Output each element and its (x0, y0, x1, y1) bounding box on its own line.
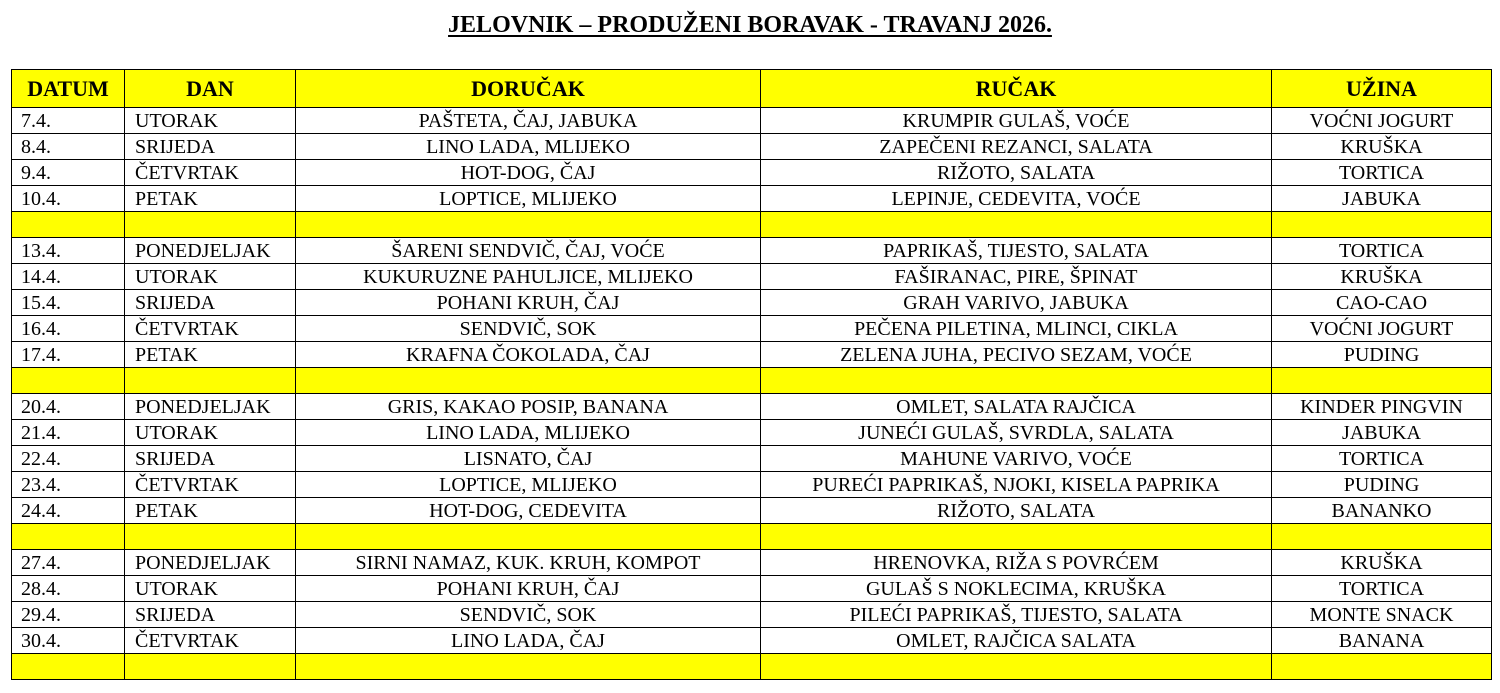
table-row (12, 550, 1492, 576)
cell-date: 13.4. (12, 238, 125, 264)
cell-snack: PUDING (1272, 472, 1492, 498)
separator-cell (125, 212, 296, 238)
cell-snack: PUDING (1272, 342, 1492, 368)
table-row (12, 576, 1492, 602)
cell-lunch: GRAH VARIVO, JABUKA (761, 290, 1272, 316)
cell-date: 27.4. (12, 550, 125, 576)
cell-snack: BANANA (1272, 628, 1492, 654)
cell-day: UTORAK (125, 108, 296, 134)
cell-day: SRIJEDA (125, 290, 296, 316)
cell-breakfast: SENDVIČ, SOK (296, 316, 761, 342)
separator-cell (125, 368, 296, 394)
menu-table (11, 69, 1492, 680)
cell-snack: TORTICA (1272, 446, 1492, 472)
cell-date: 10.4. (12, 186, 125, 212)
separator-cell (296, 212, 761, 238)
cell-snack: JABUKA (1272, 420, 1492, 446)
header-row (12, 70, 1492, 108)
cell-date: 30.4. (12, 628, 125, 654)
cell-breakfast: LOPTICE, MLIJEKO (296, 472, 761, 498)
menu-body (12, 108, 1492, 680)
table-row (12, 238, 1492, 264)
table-row (12, 134, 1492, 160)
column-header-day: DAN (125, 70, 296, 108)
cell-lunch: FAŠIRANAC, PIRE, ŠPINAT (761, 264, 1272, 290)
cell-breakfast: POHANI KRUH, ČAJ (296, 576, 761, 602)
cell-snack: BANANKO (1272, 498, 1492, 524)
cell-breakfast: PAŠTETA, ČAJ, JABUKA (296, 108, 761, 134)
separator-cell (125, 524, 296, 550)
cell-day: PONEDJELJAK (125, 394, 296, 420)
cell-day: ČETVRTAK (125, 316, 296, 342)
table-row (12, 290, 1492, 316)
cell-breakfast: POHANI KRUH, ČAJ (296, 290, 761, 316)
cell-date: 8.4. (12, 134, 125, 160)
cell-breakfast: LOPTICE, MLIJEKO (296, 186, 761, 212)
cell-day: UTORAK (125, 264, 296, 290)
cell-breakfast: LINO LADA, MLIJEKO (296, 134, 761, 160)
cell-breakfast: KRAFNA ČOKOLADA, ČAJ (296, 342, 761, 368)
cell-lunch: RIŽOTO, SALATA (761, 160, 1272, 186)
cell-date: 7.4. (12, 108, 125, 134)
cell-date: 9.4. (12, 160, 125, 186)
cell-breakfast: LINO LADA, ČAJ (296, 628, 761, 654)
separator-cell (1272, 212, 1492, 238)
separator-cell (1272, 524, 1492, 550)
separator-cell (296, 654, 761, 680)
cell-breakfast: ŠARENI SENDVIČ, ČAJ, VOĆE (296, 238, 761, 264)
cell-date: 29.4. (12, 602, 125, 628)
cell-snack: KRUŠKA (1272, 264, 1492, 290)
table-row (12, 160, 1492, 186)
cell-snack: VOĆNI JOGURT (1272, 316, 1492, 342)
column-header-breakfast: DORUČAK (296, 70, 761, 108)
cell-snack: KRUŠKA (1272, 550, 1492, 576)
cell-date: 28.4. (12, 576, 125, 602)
column-header-date: DATUM (12, 70, 125, 108)
cell-day: UTORAK (125, 420, 296, 446)
separator-cell (761, 212, 1272, 238)
cell-day: PONEDJELJAK (125, 238, 296, 264)
cell-day: PETAK (125, 186, 296, 212)
cell-lunch: HRENOVKA, RIŽA S POVRĆEM (761, 550, 1272, 576)
column-header-snack: UŽINA (1272, 70, 1492, 108)
column-header-lunch: RUČAK (761, 70, 1272, 108)
cell-breakfast: KUKURUZNE PAHULJICE, MLIJEKO (296, 264, 761, 290)
cell-breakfast: LINO LADA, MLIJEKO (296, 420, 761, 446)
cell-day: UTORAK (125, 576, 296, 602)
page-title: JELOVNIK – PRODUŽENI BORAVAK - TRAVANJ 2026. (448, 12, 1052, 38)
cell-day: ČETVRTAK (125, 160, 296, 186)
cell-date: 14.4. (12, 264, 125, 290)
separator-cell (296, 524, 761, 550)
cell-date: 21.4. (12, 420, 125, 446)
cell-lunch: RIŽOTO, SALATA (761, 498, 1272, 524)
cell-snack: TORTICA (1272, 576, 1492, 602)
table-row (12, 628, 1492, 654)
cell-breakfast: HOT-DOG, CEDEVITA (296, 498, 761, 524)
table-row (12, 394, 1492, 420)
week-separator-row (12, 212, 1492, 238)
cell-date: 15.4. (12, 290, 125, 316)
cell-day: ČETVRTAK (125, 628, 296, 654)
cell-snack: TORTICA (1272, 238, 1492, 264)
cell-lunch: OMLET, SALATA RAJČICA (761, 394, 1272, 420)
cell-day: PETAK (125, 342, 296, 368)
cell-lunch: KRUMPIR GULAŠ, VOĆE (761, 108, 1272, 134)
cell-day: SRIJEDA (125, 446, 296, 472)
cell-day: SRIJEDA (125, 602, 296, 628)
table-row (12, 602, 1492, 628)
cell-lunch: LEPINJE, CEDEVITA, VOĆE (761, 186, 1272, 212)
cell-day: ČETVRTAK (125, 472, 296, 498)
separator-cell (1272, 368, 1492, 394)
cell-date: 23.4. (12, 472, 125, 498)
table-row (12, 420, 1492, 446)
table-row (12, 316, 1492, 342)
separator-cell (761, 654, 1272, 680)
table-row (12, 186, 1492, 212)
cell-day: PETAK (125, 498, 296, 524)
cell-day: SRIJEDA (125, 134, 296, 160)
separator-cell (12, 524, 125, 550)
separator-cell (761, 524, 1272, 550)
cell-date: 16.4. (12, 316, 125, 342)
cell-lunch: GULAŠ S NOKLECIMA, KRUŠKA (761, 576, 1272, 602)
cell-breakfast: LISNATO, ČAJ (296, 446, 761, 472)
cell-lunch: PUREĆI PAPRIKAŠ, NJOKI, KISELA PAPRIKA (761, 472, 1272, 498)
separator-cell (1272, 654, 1492, 680)
separator-cell (12, 212, 125, 238)
cell-date: 22.4. (12, 446, 125, 472)
cell-lunch: PILEĆI PAPRIKAŠ, TIJESTO, SALATA (761, 602, 1272, 628)
cell-date: 24.4. (12, 498, 125, 524)
cell-day: PONEDJELJAK (125, 550, 296, 576)
cell-breakfast: HOT-DOG, ČAJ (296, 160, 761, 186)
table-row (12, 446, 1492, 472)
table-row (12, 108, 1492, 134)
cell-date: 17.4. (12, 342, 125, 368)
table-row (12, 498, 1492, 524)
week-separator-row (12, 524, 1492, 550)
table-row (12, 472, 1492, 498)
week-separator-row (12, 654, 1492, 680)
cell-lunch: PEČENA PILETINA, MLINCI, CIKLA (761, 316, 1272, 342)
cell-date: 20.4. (12, 394, 125, 420)
cell-lunch: MAHUNE VARIVO, VOĆE (761, 446, 1272, 472)
week-separator-row (12, 368, 1492, 394)
separator-cell (761, 368, 1272, 394)
cell-breakfast: SIRNI NAMAZ, KUK. KRUH, KOMPOT (296, 550, 761, 576)
cell-lunch: OMLET, RAJČICA SALATA (761, 628, 1272, 654)
cell-snack: TORTICA (1272, 160, 1492, 186)
cell-snack: MONTE SNACK (1272, 602, 1492, 628)
cell-breakfast: GRIS, KAKAO POSIP, BANANA (296, 394, 761, 420)
cell-snack: JABUKA (1272, 186, 1492, 212)
cell-breakfast: SENDVIČ, SOK (296, 602, 761, 628)
table-row (12, 342, 1492, 368)
separator-cell (125, 654, 296, 680)
cell-lunch: ZELENA JUHA, PECIVO SEZAM, VOĆE (761, 342, 1272, 368)
cell-lunch: PAPRIKAŠ, TIJESTO, SALATA (761, 238, 1272, 264)
cell-snack: VOĆNI JOGURT (1272, 108, 1492, 134)
cell-lunch: JUNEĆI GULAŠ, SVRDLA, SALATA (761, 420, 1272, 446)
cell-snack: CAO-CAO (1272, 290, 1492, 316)
separator-cell (296, 368, 761, 394)
cell-lunch: ZAPEČENI REZANCI, SALATA (761, 134, 1272, 160)
separator-cell (12, 654, 125, 680)
cell-snack: KRUŠKA (1272, 134, 1492, 160)
separator-cell (12, 368, 125, 394)
cell-snack: KINDER PINGVIN (1272, 394, 1492, 420)
table-row (12, 264, 1492, 290)
